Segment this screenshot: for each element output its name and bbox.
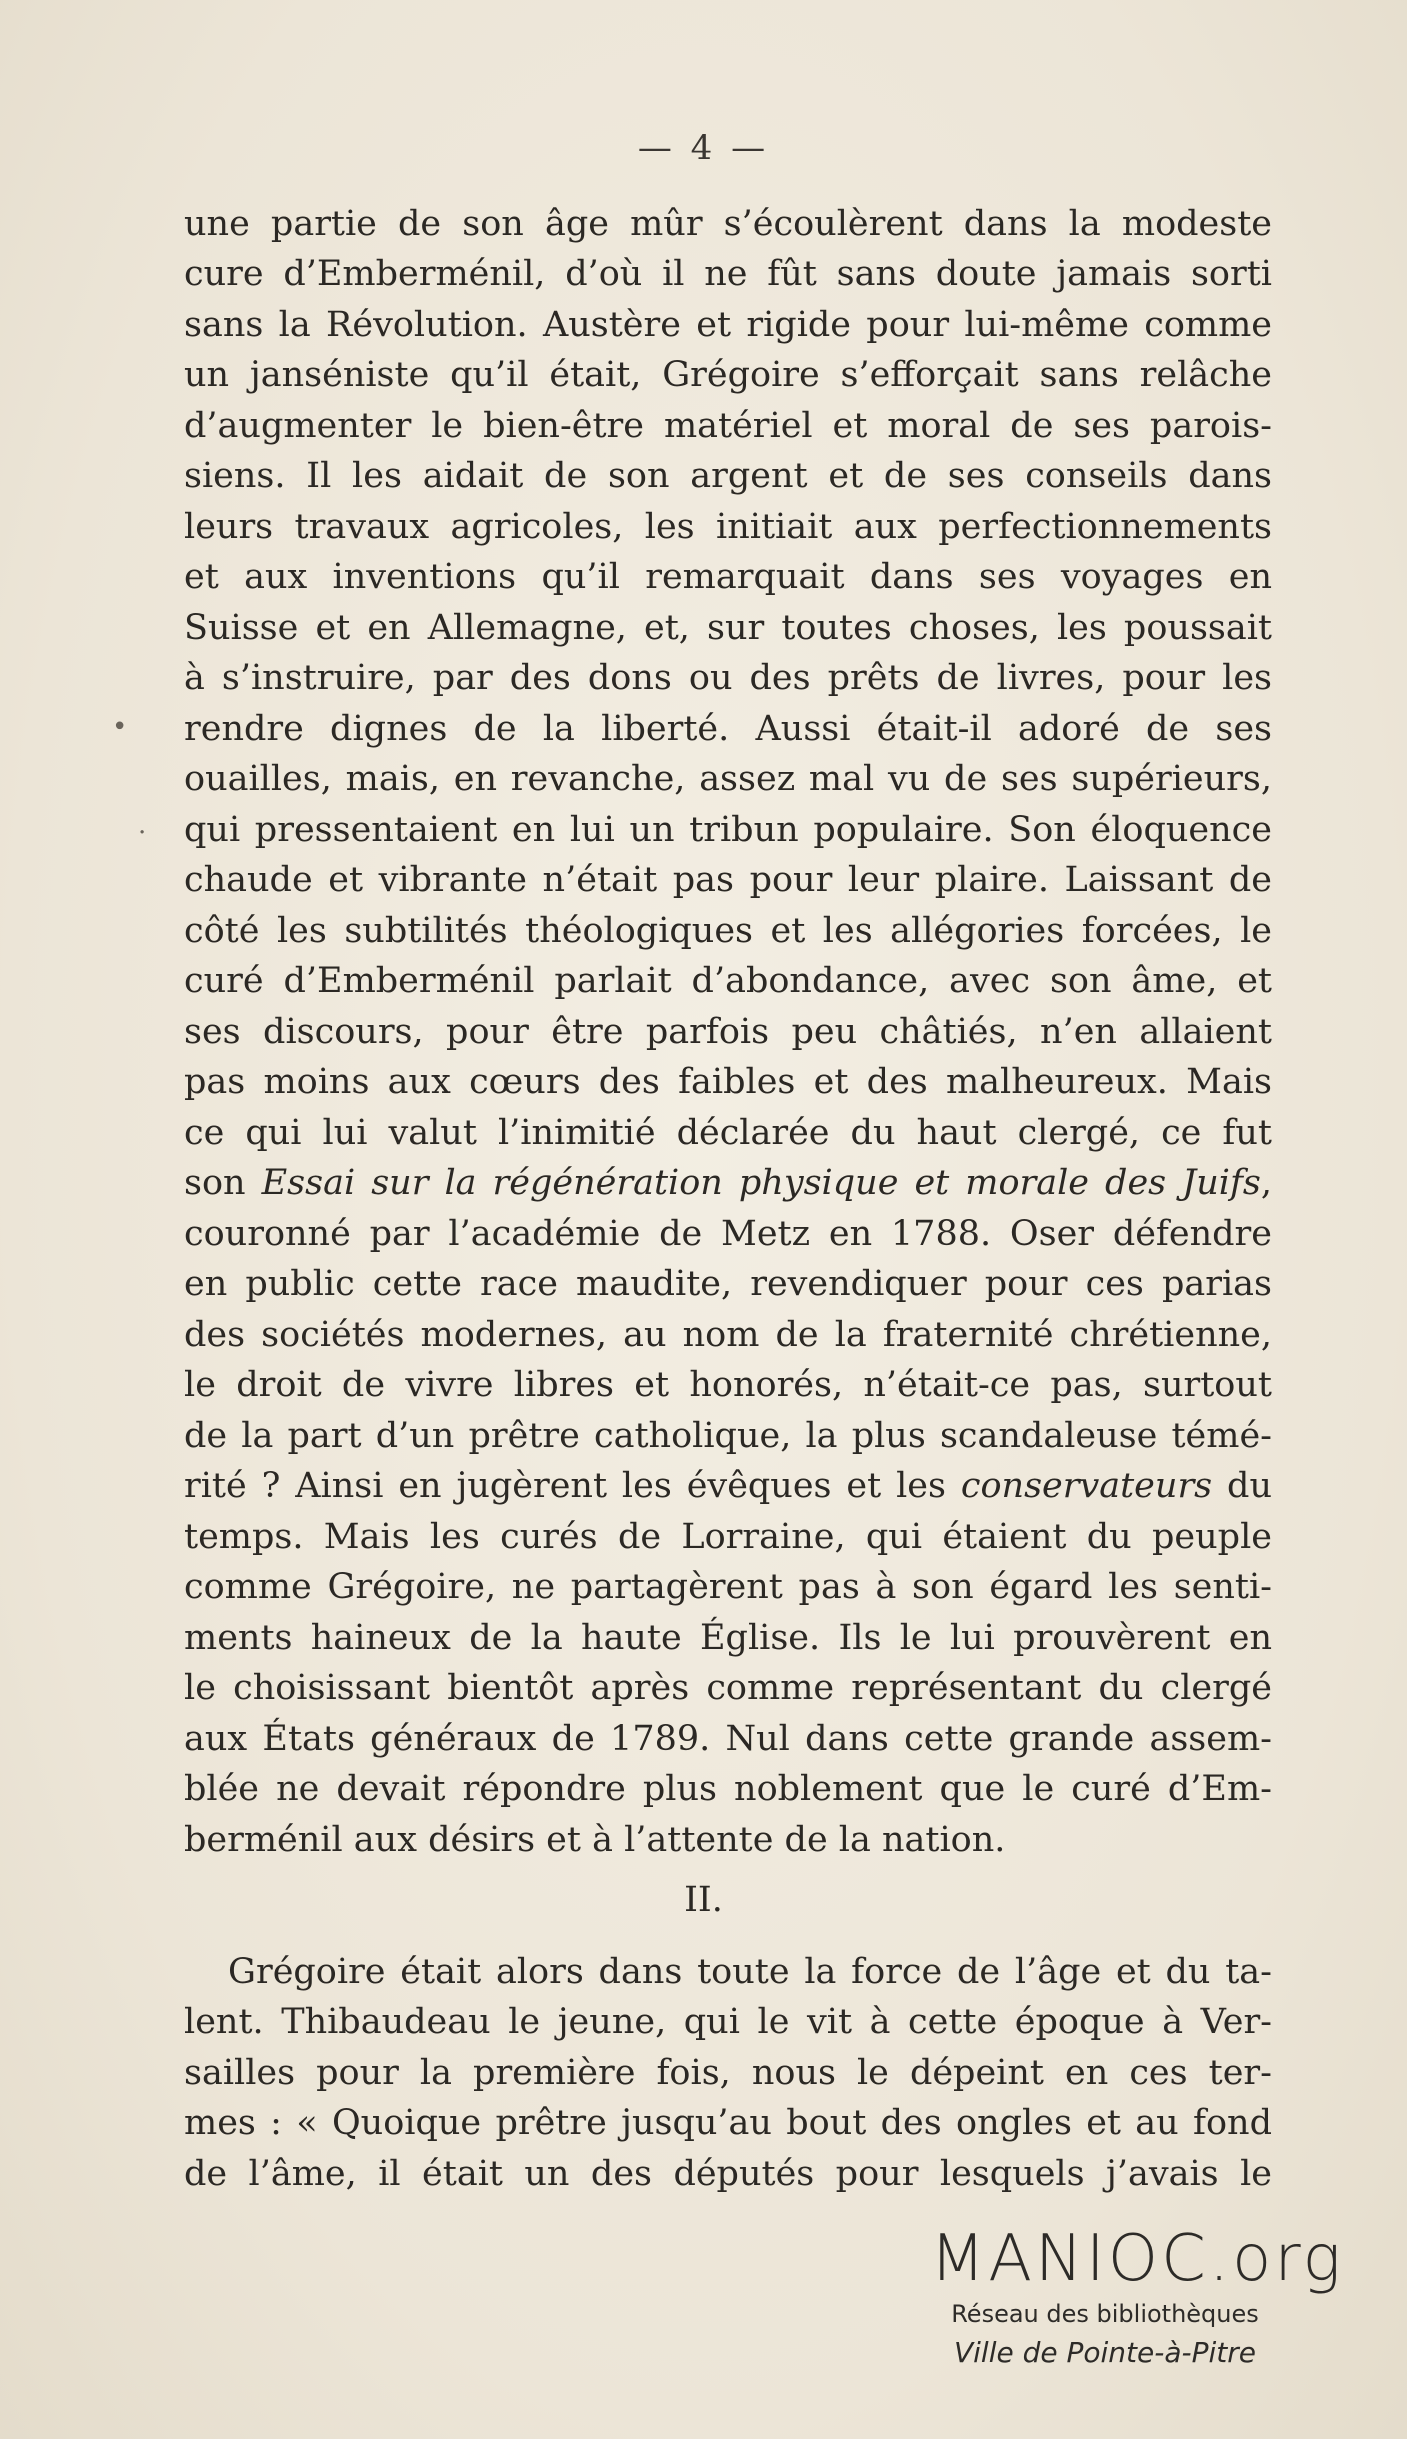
- text-line: leurs travaux agricoles, les initiait aux perfectionnements: [184, 507, 1272, 547]
- text-line: berménil aux désirs et à l’attente de la nation.: [184, 1820, 1006, 1860]
- text-line: de la part d’un prêtre catholique, la plus scandaleuse témé-: [184, 1416, 1272, 1456]
- manioc-logo: MANIOC.org: [930, 2222, 1344, 2296]
- text-line: comme Grégoire, ne partagèrent pas à son égard les senti-: [184, 1567, 1272, 1607]
- text-line: blée ne devait répondre plus noblement que le curé d’Em-: [184, 1769, 1272, 1809]
- text-line: côté les subtilités théologiques et les allégories forcées, le: [184, 911, 1272, 951]
- text-span: ,: [1260, 1163, 1272, 1203]
- text-line: une partie de son âge mûr s’écoulèrent dans la modeste: [184, 204, 1272, 244]
- text-line: ouailles, mais, en revanche, assez mal vu de ses supérieurs,: [184, 759, 1272, 799]
- text-line: cure d’Emberménil, d’où il ne fût sans doute jamais sorti: [184, 254, 1272, 294]
- text-line: à s’instruire, par des dons ou des prêts de livres, pour les: [184, 658, 1272, 698]
- text-line: et aux inventions qu’il remarquait dans ses voyages en: [184, 557, 1272, 597]
- book-title: Essai sur la régénération physique et morale des Juifs: [261, 1163, 1261, 1203]
- margin-speck: ·: [138, 818, 147, 848]
- text-line: curé d’Emberménil parlait d’abondance, avec son âme, et: [184, 961, 1272, 1001]
- watermark-city: Ville de Pointe-à-Pitre: [953, 2336, 1256, 2369]
- text-line-with-italic: [184, 1159, 1272, 1207]
- watermark-subtitle: Réseau des bibliothèques: [951, 2300, 1259, 2328]
- text-line: ses discours, pour être parfois peu châtiés, n’en allaient: [184, 1012, 1272, 1052]
- text-line: ments haineux de la haute Église. Ils le lui prouvèrent en: [184, 1618, 1272, 1658]
- text-line: lent. Thibaudeau le jeune, qui le vit à cette époque à Ver-: [184, 2002, 1272, 2042]
- text-line: aux États généraux de 1789. Nul dans cette grande assem-: [184, 1719, 1272, 1759]
- text-line-with-italic: [184, 1462, 1272, 1510]
- section-heading: II.: [684, 1880, 723, 1920]
- text-line: rendre dignes de la liberté. Aussi était-il adoré de ses: [184, 709, 1272, 749]
- text-line: couronné par l’académie de Metz en 1788. Oser défendre: [184, 1214, 1272, 1254]
- text-line: le choisissant bientôt après comme représentant du clergé: [184, 1668, 1272, 1708]
- text-line: de l’âme, il était un des députés pour lesquels j’avais le: [184, 2154, 1272, 2194]
- text-line: chaude et vibrante n’était pas pour leur plaire. Laissant de: [184, 860, 1272, 900]
- text-span: du: [1212, 1466, 1272, 1506]
- text-line: ce qui lui valut l’inimitié déclarée du haut clergé, ce fut: [184, 1113, 1272, 1153]
- text-line: des sociétés modernes, au nom de la fraternité chrétienne,: [184, 1315, 1272, 1355]
- text-line: sans la Révolution. Austère et rigide pour lui-même comme: [184, 305, 1272, 345]
- text-span: rité ? Ainsi en jugèrent les évêques et les: [184, 1466, 961, 1506]
- emphasis: conservateurs: [960, 1466, 1213, 1506]
- text-line: Suisse et en Allemagne, et, sur toutes choses, les poussait: [184, 608, 1272, 648]
- text-line: temps. Mais les curés de Lorraine, qui étaient du peuple: [184, 1517, 1272, 1557]
- text-line: qui pressentaient en lui un tribun populaire. Son éloquence: [184, 810, 1272, 850]
- text-line: en public cette race maudite, revendiquer pour ces parias: [184, 1264, 1272, 1304]
- page-number: — 4 —: [637, 128, 770, 168]
- text-line: sailles pour la première fois, nous le dépeint en ces ter-: [184, 2053, 1272, 2093]
- text-span: son: [184, 1163, 262, 1203]
- text-line: d’augmenter le bien-être matériel et moral de ses parois-: [184, 406, 1272, 446]
- text-line: pas moins aux cœurs des faibles et des malheureux. Mais: [184, 1062, 1272, 1102]
- margin-speck: •: [112, 712, 128, 742]
- text-line: mes : « Quoique prêtre jusqu’au bout des ongles et au fond: [184, 2103, 1272, 2143]
- text-line: Grégoire était alors dans toute la force de l’âge et du ta-: [228, 1952, 1272, 1992]
- text-line: siens. Il les aidait de son argent et de ses conseils dans: [184, 456, 1272, 496]
- text-line: le droit de vivre libres et honorés, n’était-ce pas, surtout: [184, 1365, 1272, 1405]
- text-line: un janséniste qu’il était, Grégoire s’efforçait sans relâche: [184, 355, 1272, 395]
